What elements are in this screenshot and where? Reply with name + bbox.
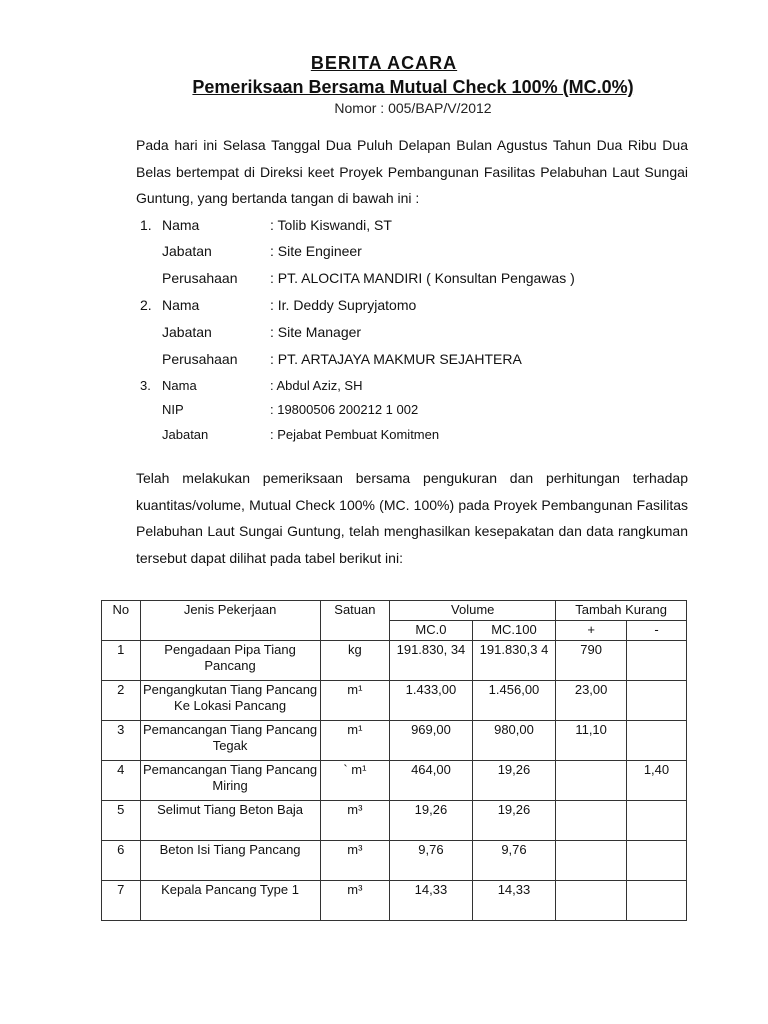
cell-no: 5 xyxy=(102,801,141,841)
signatory-number: 2. xyxy=(140,297,152,313)
cell-satuan: kg xyxy=(320,641,390,681)
signatory-label: Nama xyxy=(162,378,197,393)
header-volume: Volume xyxy=(390,601,556,621)
signatory-label: Nama xyxy=(162,217,200,233)
table-row xyxy=(102,641,687,681)
table-row xyxy=(102,681,687,721)
cell-no: 2 xyxy=(102,681,141,721)
signatory-value: : Site Engineer xyxy=(270,243,362,259)
closing-paragraph: Telah melakukan pemeriksaan bersama pengukuran dan perhitungan terhadap kuantitas/volume, Mutual Check 100% (MC. 100%) pada Proyek Pembangunan Fasilitas Pelabuhan Laut Sungai Guntung, telah menghasilkan kesepakatan dan data rangkuman tersebut dapat dilihat pada tabel berikut ini: xyxy=(136,470,688,566)
cell-mc0: 14,33 xyxy=(390,881,473,921)
header-plus: + xyxy=(556,621,627,641)
cell-mc100: 9,76 xyxy=(472,841,556,881)
signatory-label: Jabatan xyxy=(162,324,212,340)
cell-mc100: 1.456,00 xyxy=(472,681,556,721)
table-header-row xyxy=(102,601,687,621)
header-jenis-pekerjaan: Jenis Pekerjaan xyxy=(140,601,320,641)
opening-paragraph: Pada hari ini Selasa Tanggal Dua Puluh Delapan Bulan Agustus Tahun Dua Ribu Dua Belas bertempat di Direksi keet Proyek Pembangunan Fasilitas Pelabuhan Laut Sungai Guntung, yang bertanda tangan di bawah ini : xyxy=(136,137,688,206)
document-title: BERITA ACARA xyxy=(310,53,458,73)
signatory-label: Jabatan xyxy=(162,427,209,442)
cell-minus xyxy=(626,881,686,921)
summary-table xyxy=(101,600,687,921)
cell-minus xyxy=(626,681,686,721)
signatory-label: Jabatan xyxy=(162,243,212,259)
table-row xyxy=(102,881,687,921)
cell-jenis: Pengadaan Pipa Tiang Pancang xyxy=(140,641,320,681)
cell-mc0: 969,00 xyxy=(390,721,473,761)
cell-jenis: Kepala Pancang Type 1 xyxy=(140,881,320,921)
table-row xyxy=(102,761,687,801)
cell-plus xyxy=(556,761,627,801)
cell-plus: 23,00 xyxy=(556,681,627,721)
signatory-number: 3. xyxy=(140,378,151,393)
cell-no: 6 xyxy=(102,841,141,881)
cell-plus xyxy=(556,841,627,881)
table-row xyxy=(102,721,687,761)
cell-mc100: 14,33 xyxy=(472,881,556,921)
cell-jenis: Pemancangan Tiang Pancang Miring xyxy=(140,761,320,801)
cell-plus: 790 xyxy=(556,641,627,681)
signatory-label: Perusahaan xyxy=(162,351,238,367)
signatory-label: Nama xyxy=(162,297,200,313)
cell-jenis: Pengangkutan Tiang Pancang Ke Lokasi Pancang xyxy=(140,681,320,721)
cell-mc100: 19,26 xyxy=(472,801,556,841)
cell-no: 4 xyxy=(102,761,141,801)
header-tambah-kurang: Tambah Kurang xyxy=(556,601,687,621)
cell-mc0: 1.433,00 xyxy=(390,681,473,721)
cell-no: 3 xyxy=(102,721,141,761)
cell-satuan: m¹ xyxy=(320,721,390,761)
cell-jenis: Selimut Tiang Beton Baja xyxy=(140,801,320,841)
table-row xyxy=(102,801,687,841)
cell-mc100: 19,26 xyxy=(472,761,556,801)
document-number: Nomor : 005/BAP/V/2012 xyxy=(334,100,492,116)
cell-satuan: m³ xyxy=(320,801,390,841)
signatory-value: : Tolib Kiswandi, ST xyxy=(270,217,392,233)
cell-plus xyxy=(556,801,627,841)
signatory-value: : 19800506 200212 1 002 xyxy=(270,402,419,417)
cell-mc100: 191.830,3 4 xyxy=(472,641,556,681)
header-no: No xyxy=(102,601,141,641)
signatory-value: : PT. ALOCITA MANDIRI ( Konsultan Pengawas ) xyxy=(270,270,575,286)
header-minus: - xyxy=(626,621,686,641)
cell-satuan: ` m¹ xyxy=(320,761,390,801)
cell-minus xyxy=(626,721,686,761)
cell-mc0: 9,76 xyxy=(390,841,473,881)
signatory-value: : Site Manager xyxy=(270,324,362,340)
header-mc0: MC.0 xyxy=(390,621,473,641)
document-subtitle: Pemeriksaan Bersama Mutual Check 100% (MC.0%) xyxy=(192,77,634,97)
signatory-label: Perusahaan xyxy=(162,270,238,286)
cell-no: 7 xyxy=(102,881,141,921)
header-satuan: Satuan xyxy=(320,601,390,641)
cell-minus xyxy=(626,801,686,841)
cell-mc0: 191.830, 34 xyxy=(390,641,473,681)
header-mc100: MC.100 xyxy=(472,621,556,641)
cell-satuan: m³ xyxy=(320,841,390,881)
cell-minus xyxy=(626,841,686,881)
cell-mc0: 19,26 xyxy=(390,801,473,841)
cell-mc0: 464,00 xyxy=(390,761,473,801)
cell-satuan: m³ xyxy=(320,881,390,921)
signatory-value: : Ir. Deddy Supryjatomo xyxy=(270,297,417,313)
cell-jenis: Pemancangan Tiang Pancang Tegak xyxy=(140,721,320,761)
cell-minus: 1,40 xyxy=(626,761,686,801)
cell-no: 1 xyxy=(102,641,141,681)
cell-mc100: 980,00 xyxy=(472,721,556,761)
signatory-value: : Abdul Aziz, SH xyxy=(270,378,363,393)
table-row xyxy=(102,841,687,881)
signatory-label: NIP xyxy=(162,402,184,417)
signatory-number: 1. xyxy=(140,217,152,233)
signatory-value: : PT. ARTAJAYA MAKMUR SEJAHTERA xyxy=(270,351,522,367)
cell-minus xyxy=(626,641,686,681)
cell-plus xyxy=(556,881,627,921)
signatory-value: : Pejabat Pembuat Komitmen xyxy=(270,427,440,442)
cell-plus: 11,10 xyxy=(556,721,627,761)
cell-jenis: Beton Isi Tiang Pancang xyxy=(140,841,320,881)
cell-satuan: m¹ xyxy=(320,681,390,721)
